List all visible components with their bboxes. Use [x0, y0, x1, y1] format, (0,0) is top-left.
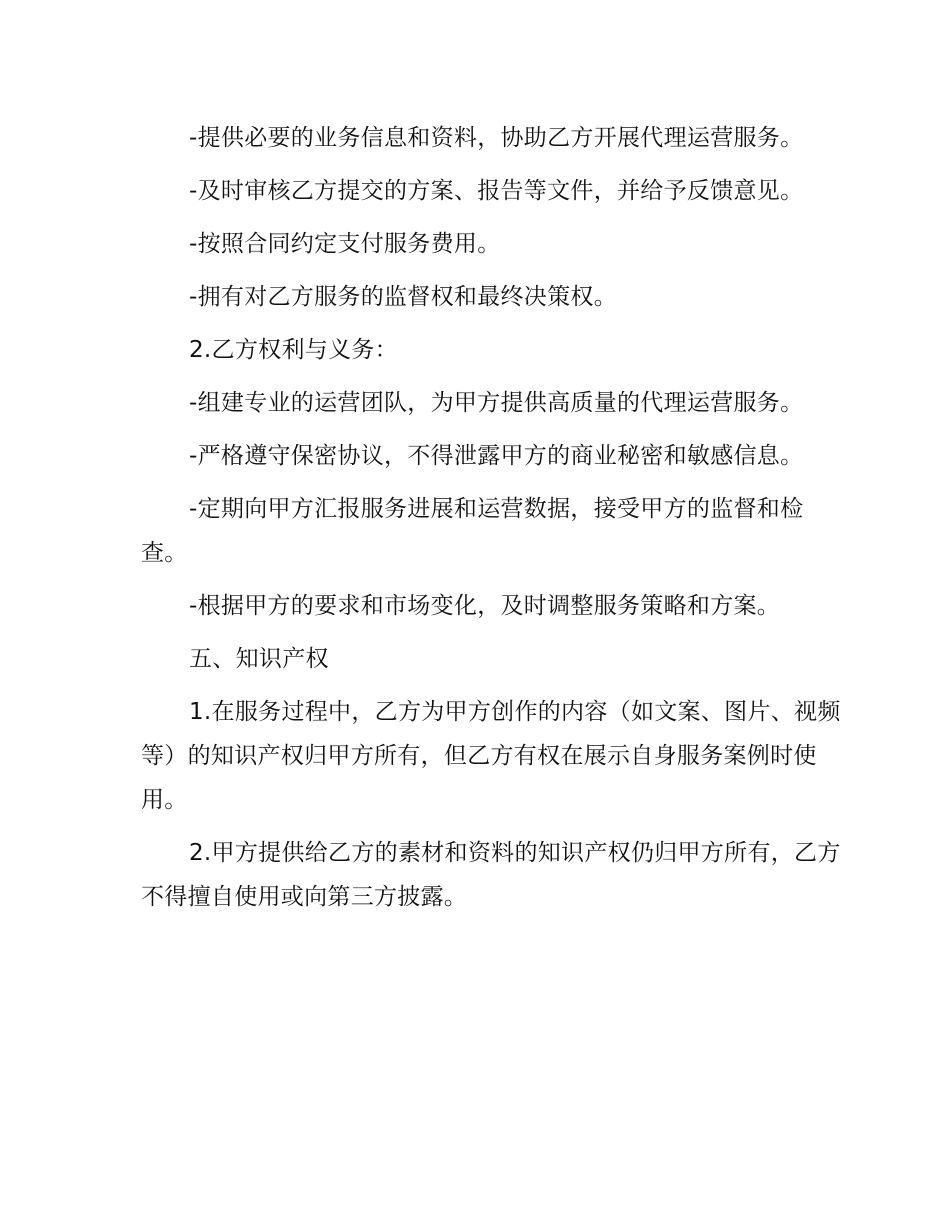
- document-body: [141, 116, 841, 928]
- paragraph-party-b-reporting: -定期向甲方汇报服务进展和运营数据，接受甲方的监督和检查。: [141, 496, 804, 566]
- paragraph-party-b-confidentiality: -严格遵守保密协议，不得泄露甲方的商业秘密和敏感信息。: [189, 443, 804, 469]
- paragraph-party-a-pay-fees: -按照合同约定支付服务费用。: [189, 231, 501, 257]
- paragraph-party-a-review-docs: -及时审核乙方提交的方案、报告等文件，并给予反馈意见。: [189, 178, 804, 204]
- paragraph-party-a-provide-info: -提供必要的业务信息和资料，协助乙方开展代理运营服务。: [189, 125, 804, 151]
- paragraph-ip-clause-2: 2.甲方提供给乙方的素材和资料的知识产权仍归甲方所有，乙方不得擅自使用或向第三方披露。: [141, 840, 841, 910]
- paragraph-party-b-adjust-strategy: -根据甲方的要求和市场变化，及时调整服务策略和方案。: [189, 593, 781, 619]
- section-heading-intellectual-property: 五、知识产权: [189, 646, 329, 672]
- paragraph-ip-clause-1: 1.在服务过程中，乙方为甲方创作的内容（如文案、图片、视频等）的知识产权归甲方所有，但乙方有权在展示自身服务案例时使用。: [141, 699, 841, 813]
- paragraph-party-a-supervision: -拥有对乙方服务的监督权和最终决策权。: [189, 284, 617, 310]
- section-heading-party-b-rights: 2.乙方权利与义务：: [189, 337, 398, 363]
- paragraph-party-b-team: -组建专业的运营团队，为甲方提供高质量的代理运营服务。: [189, 390, 804, 416]
